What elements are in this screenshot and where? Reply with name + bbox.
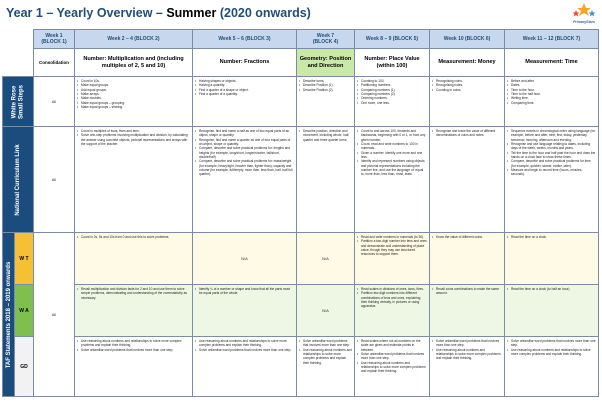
list-item: • Read and write numbers in numerals (to 50).: [357, 235, 427, 239]
gd-money-cell: [430, 337, 505, 397]
header-week-7: Week 7 (BLOCK 4): [297, 30, 355, 49]
topic-geometry: Geometry: Position and Direction: [297, 49, 355, 77]
topic-money: Measurement: Money: [430, 49, 505, 77]
list-item: • Sequence events in chronological order using language (for example, before and after, next, first, today, yesterday, tomorrow, morning, afternoon and evening.: [507, 129, 596, 142]
list-item: • Identify and represent numbers using objects and pictorial representations including the number line, and use the language of: equal to, more than, less than, most, least.: [357, 159, 427, 176]
wa-row: [3, 285, 599, 337]
gd-frac-cell: [193, 337, 297, 397]
list-item: • Recall multiplication and division facts for 2 and 10 and use them to solve simple problems, demonstrating and understanding of the commutativity as necessary.: [77, 287, 190, 300]
list-item: • Solve unfamiliar word problems that involves more than one step.: [299, 339, 352, 348]
wrs-time-cell: [505, 77, 599, 127]
list-item: • Halving a quantity.: [195, 83, 294, 87]
list-item: • Describe Position (2).: [299, 88, 352, 92]
title-bar: [0, 0, 602, 28]
ncl-time-cell: [505, 127, 599, 233]
list-item: • Make arrays.: [77, 92, 190, 96]
list-item: • Add equal groups.: [77, 88, 190, 92]
wrs-geo-cell: [297, 77, 355, 127]
topic-fractions: Number: Fractions: [193, 49, 297, 77]
list-item: • Ordering numbers.: [357, 96, 427, 100]
list-item: • Read the time on a clock: [507, 235, 596, 239]
topic-place-value: Number: Place Value (within 100): [355, 49, 430, 77]
list-item: • Partition two digit numbers into different combinations of tens and ones, explaining their thinking verbally, in pictures or using apparatus.: [357, 291, 427, 308]
tag-wt: W T: [15, 233, 34, 285]
list-item: • Describe Position (1).: [299, 83, 352, 87]
overview-table: [2, 29, 599, 397]
list-item: • Describe turns.: [299, 79, 352, 83]
list-item: • Compare, describe and solve practical problems for: lengths and heights (for example, long/short, longer/shorter, tall/short, double/half): [195, 146, 294, 159]
list-item: • Writing time.: [507, 96, 596, 100]
list-item: • Count to and across 100, forwards and backwards, beginning with 0 or 1, or from any given number.: [357, 129, 427, 142]
wt-time-cell: [505, 233, 599, 285]
list-item: • Time to the hour.: [507, 88, 596, 92]
wa-frac-cell: [193, 285, 297, 337]
list-item: • Halving shapes or objects.: [195, 79, 294, 83]
ncl-pv-cell: [355, 127, 430, 233]
list-item: • Recognise and use language relating to dates, including days of the week, weeks, months and years.: [507, 142, 596, 151]
gd-mult-cell: [75, 337, 193, 397]
ncl-mult-cell: [75, 127, 193, 233]
list-item: • Use reasoning about numbers and relationships to solve more complex problems and explain their thinking.: [507, 348, 596, 357]
wa-time-cell: [505, 285, 599, 337]
list-item: • Find a quarter of a shape or object.: [195, 88, 294, 92]
wt-row: [3, 233, 599, 285]
topic-consolidation: Consolidation: [34, 49, 75, 77]
header-week-11-12: Week 11 – 12 (BLOCK 7): [505, 30, 599, 49]
list-item: • Solve unfamiliar word problems that involves more than one step.: [432, 339, 502, 348]
gd-row: [3, 337, 599, 397]
list-item: • Solve unfamiliar word problems that involves more than one step.: [357, 352, 427, 361]
list-item: • Read scales where not all numbers on the scale are given and estimate points in between.: [357, 339, 427, 352]
list-item: • Partitioning numbers.: [357, 83, 427, 87]
taf-all: All: [34, 233, 75, 397]
header-week-1: Week 1 (BLOCK 1): [34, 30, 75, 49]
list-item: • Compare, describe and solve practical problems for: mass/weight (for example, heavy/light, heavier than, lighter than); capacity and volume (for example, full/empty, more than, less than, half, half full, quarter).: [195, 159, 294, 176]
list-item: • Solve unfamiliar word problems that involves more than one step.: [195, 348, 294, 352]
list-item: • Comparing time.: [507, 101, 596, 105]
list-item: • Partition a two-digit number into tens and ones and demonstrate and understanding of place value, though they may use structured resources to support them.: [357, 239, 427, 256]
list-item: • Time to the half hour.: [507, 92, 596, 96]
wt-money-cell: [430, 233, 505, 285]
side-label-ncl: National Curriculum Link: [3, 127, 34, 233]
ncl-all: All: [34, 127, 75, 233]
wrs-mult-cell: [75, 77, 193, 127]
wt-pv-cell: [355, 233, 430, 285]
list-item: • Solve unfamiliar word problems that involves more than one step.: [507, 339, 596, 348]
stars-icon: [568, 2, 600, 20]
list-item: • Use reasoning about numbers and relationships to solve more complex problems and explain their thinking.: [77, 339, 190, 348]
list-item: • Dates.: [507, 83, 596, 87]
list-item: • Given a number, identify one more and one less.: [357, 151, 427, 160]
wt-mult-cell: [75, 233, 193, 285]
wa-pv-cell: [355, 285, 430, 337]
list-item: • Know the value of different coins.: [432, 235, 502, 239]
list-item: • Find a quarter of a quantity.: [195, 92, 294, 96]
list-item: • Use reasoning about numbers and relationships to solve more complex problems and explain their thinking.: [195, 339, 294, 348]
primary-stars-logo: PrimaryStars: [568, 2, 600, 28]
list-item: • Recognise, find and name a half as one of two equal parts of an object, shape or quantity.: [195, 129, 294, 138]
topic-multiplication: Number: Multiplication and (including multiples of 2, 5 and 10): [75, 49, 193, 77]
list-item: • Compare, describe and solve practical problems for time (for example, quicker, slower, earlier, later).: [507, 159, 596, 168]
wrs-row: [3, 77, 599, 127]
list-item: • Count in 10s.: [77, 79, 190, 83]
list-item: • Measure and begin to record time (hours, minutes, seconds).: [507, 168, 596, 177]
wa-geo-na: N/A: [297, 285, 355, 337]
list-item: • Describe position, direction and movement, including whole, half, quarter and three quarter turns.: [299, 129, 352, 142]
list-item: • Recall coins combinations to make the same amount.: [432, 287, 502, 296]
header-week-8-9: Week 8 – 9 (BLOCK 5): [355, 30, 430, 49]
list-item: • Counting in coins.: [432, 88, 502, 92]
list-item: • Recognising notes.: [432, 83, 502, 87]
list-item: • Make equal groups – sharing.: [77, 105, 190, 109]
page-title: Year 1 – Yearly Overview – Summer (2020 onwards): [6, 6, 311, 20]
header-week-5-6: Week 5 – 6 (BLOCK 3): [193, 30, 297, 49]
wrs-all: All: [34, 77, 75, 127]
wrs-pv-cell: [355, 77, 430, 127]
list-item: • Identify ¼ of a number or shape and know that all the parts must be equal parts of the whole.: [195, 287, 294, 296]
list-item: • Counting to 100.: [357, 79, 427, 83]
list-item: • Recognising coins.: [432, 79, 502, 83]
wt-frac-na: N/A: [193, 233, 297, 285]
list-item: • Comparing numbers (1).: [357, 88, 427, 92]
wrs-money-cell: [430, 77, 505, 127]
list-item: • Count, read and write numbers to 100 in numerals.: [357, 142, 427, 151]
list-item: • Make doubles.: [77, 96, 190, 100]
list-item: • Make equal groups – grouping.: [77, 101, 190, 105]
wa-money-cell: [430, 285, 505, 337]
list-item: • Before and after.: [507, 79, 596, 83]
tag-wa: W A: [15, 285, 34, 337]
header-week-2-4: Week 2 – 4 (BLOCK 2): [75, 30, 193, 49]
list-item: • Solve one-step problems involving multiplication and division, by calculating the answer using concrete objects, pictorial representations and arrays with the support of the teacher.: [77, 133, 190, 146]
header-week-10: Week 10 (BLOCK 6): [430, 30, 505, 49]
gd-geo-cell: [297, 337, 355, 397]
ncl-money-cell: [430, 127, 505, 233]
list-item: • Make equal groups.: [77, 83, 190, 87]
gd-pv-cell: [355, 337, 430, 397]
list-item: • Recognise, find and name a quarter as one of four equal parts of an object, shape or quantity.: [195, 138, 294, 147]
gd-time-cell: [505, 337, 599, 397]
ncl-geo-cell: [297, 127, 355, 233]
side-label-wrs: White Rose Small Steps: [3, 77, 34, 127]
list-item: • Read the time on a clock (to half an hour): [507, 287, 596, 291]
topic-time: Measurement: Time: [505, 49, 599, 77]
wa-mult-cell: [75, 285, 193, 337]
list-item: • Count in multiples of twos, fives and tens.: [77, 129, 190, 133]
list-item: • Read scales in divisions of ones, twos, fives.: [357, 287, 427, 291]
wrs-frac-cell: [193, 77, 297, 127]
ncl-row: [3, 127, 599, 233]
list-item: • Recognise and know the value of different denominations of coins and notes.: [432, 129, 502, 138]
list-item: • Solve unfamiliar word problems that involves more than one step.: [77, 348, 190, 352]
list-item: • Count in 2s, 5s and 10s from 0 and use this to solve problems.: [77, 235, 190, 239]
list-item: • Tell the time to the hour and half past the hour and draw the hands on a clock face to show these times.: [507, 151, 596, 160]
list-item: • Comparing numbers (2).: [357, 92, 427, 96]
side-label-taf: TAF Statements 2018 – 2019 onwards: [3, 233, 15, 397]
wt-geo-na: N/A: [297, 233, 355, 285]
list-item: • Use reasoning about numbers and relationships to solve more complex problems and explain their thinking.: [357, 361, 427, 374]
tag-gd: GD: [15, 337, 34, 397]
list-item: • Use reasoning about numbers and relationships to solve more complex problems and explain their thinking.: [299, 348, 352, 365]
list-item: • Use reasoning about numbers and relationships to solve more complex problems and explain their thinking.: [432, 348, 502, 361]
list-item: • One more, one less.: [357, 101, 427, 105]
ncl-frac-cell: [193, 127, 297, 233]
